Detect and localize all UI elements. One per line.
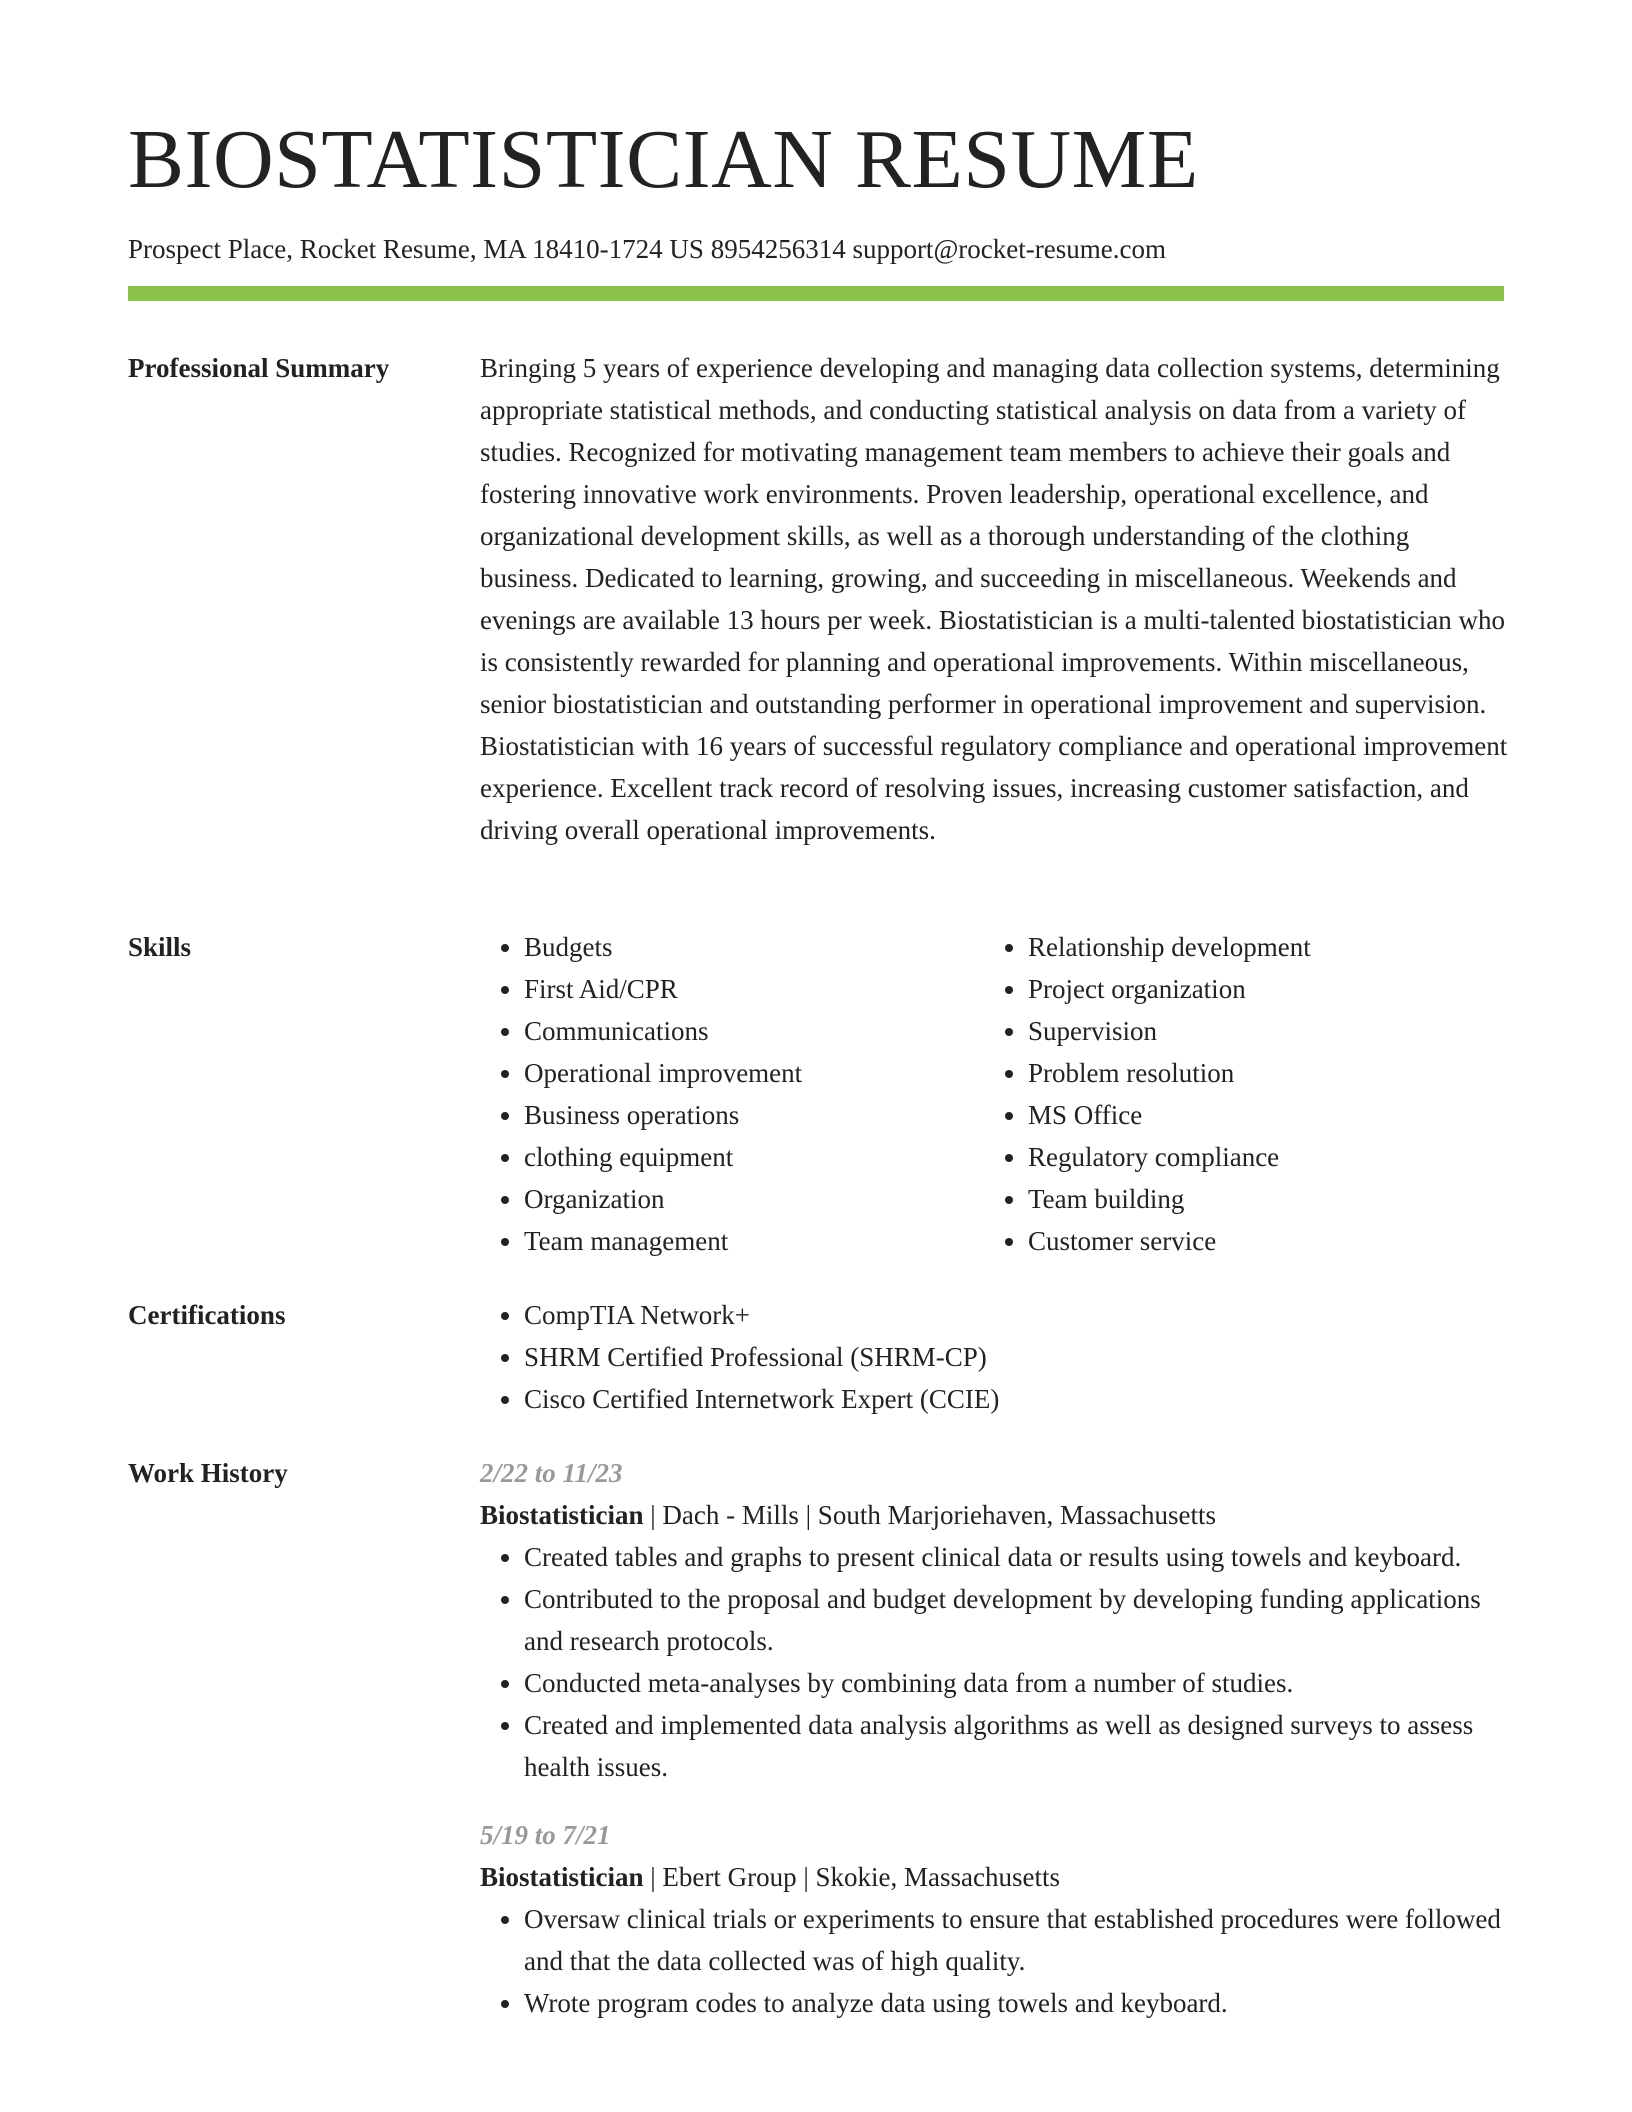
job-company-location: | Ebert Group | Skokie, Massachusetts <box>643 1862 1061 1892</box>
work-history-section <box>480 1452 1510 2024</box>
skill-item: • Organization <box>524 1178 984 1220</box>
skill-item: • clothing equipment <box>524 1136 984 1178</box>
skills-heading: Skills <box>128 932 192 962</box>
skill-item: • Business operations <box>524 1094 984 1136</box>
header-divider <box>128 286 1504 301</box>
skill-item: • MS Office <box>1028 1094 1488 1136</box>
summary-heading: Professional Summary <box>128 353 390 383</box>
job-bullet: • Contributed to the proposal and budget development by developing funding applications and research protocols. <box>524 1578 1510 1662</box>
resume-title: BIOSTATISTICIAN RESUME <box>128 113 1199 206</box>
skill-item: • Supervision <box>1028 1010 1488 1052</box>
certification-item: • Cisco Certified Internetwork Expert (CCIE) <box>524 1378 1510 1420</box>
skill-item: • Problem resolution <box>1028 1052 1488 1094</box>
job-bullet: • Oversaw clinical trials or experiments to ensure that established procedures were followed and that the data collected was of high quality. <box>524 1898 1510 1982</box>
job-role: Biostatistician <box>480 1862 644 1892</box>
job-title-line <box>480 1856 1510 1898</box>
skill-item: • Regulatory compliance <box>1028 1136 1488 1178</box>
job-role: Biostatistician <box>480 1500 644 1530</box>
job-bullet: • Created and implemented data analysis algorithms as well as designed surveys to assess health issues. <box>524 1704 1510 1788</box>
job-dates: 5/19 to 7/21 <box>480 1820 611 1850</box>
job-responsibilities <box>480 1898 1510 2024</box>
skill-item: • First Aid/CPR <box>524 968 984 1010</box>
skills-list-right <box>984 926 1488 1262</box>
work-history-heading: Work History <box>128 1458 288 1488</box>
skills-list-left <box>480 926 984 1262</box>
job-bullet: • Conducted meta-analyses by combining data from a number of studies. <box>524 1662 1510 1704</box>
skills-section <box>480 926 1510 1262</box>
summary-text: Bringing 5 years of experience developing and managing data collection systems, determining appropriate statistical methods, and conducting statistical analysis on data from a variety of studies. Recognized for motivating management team members to achieve their goals and fostering innovative work environments. Proven leadership, operational excellence, and organizational development skills, as well as a thorough understanding of the clothing business. Dedicated to learning, growing, and succeeding in miscellaneous. Weekends and evenings are available 13 hours per week. Biostatistician is a multi-talented biostatistician who is consistently rewarded for planning and operational improvements. Within miscellaneous, senior biostatistician and outstanding performer in operational improvement and supervision. Biostatistician with 16 years of successful regulatory compliance and operational improvement experience. Excellent track record of resolving issues, increasing customer satisfaction, and driving overall operational improvements. <box>480 353 1508 845</box>
job-bullet: • Wrote program codes to analyze data using towels and keyboard. <box>524 1982 1510 2024</box>
certification-item: • SHRM Certified Professional (SHRM-CP) <box>524 1336 1510 1378</box>
contact-info: Prospect Place, Rocket Resume, MA 18410-1724 US 8954256314 support@rocket-resume.com <box>128 234 1166 264</box>
job-bullet: • Created tables and graphs to present clinical data or results using towels and keyboard. <box>524 1536 1510 1578</box>
job-title-line <box>480 1494 1510 1536</box>
skill-item: • Communications <box>524 1010 984 1052</box>
certifications-section <box>480 1294 1510 1420</box>
skill-item: • Project organization <box>1028 968 1488 1010</box>
summary-section <box>480 347 1510 851</box>
skill-item: • Customer service <box>1028 1220 1488 1262</box>
certifications-list <box>480 1294 1510 1420</box>
job-responsibilities <box>480 1536 1510 1788</box>
certification-item: • CompTIA Network+ <box>524 1294 1510 1336</box>
skill-item: • Operational improvement <box>524 1052 984 1094</box>
job-dates: 2/22 to 11/23 <box>480 1458 623 1488</box>
skill-item: • Team building <box>1028 1178 1488 1220</box>
job-entry <box>480 1452 1510 1788</box>
job-company-location: | Dach - Mills | South Marjoriehaven, Massachusetts <box>643 1500 1216 1530</box>
skill-item: • Relationship development <box>1028 926 1488 968</box>
skill-item: • Budgets <box>524 926 984 968</box>
skills-grid <box>480 926 1510 1262</box>
job-entry <box>480 1814 1510 2024</box>
certifications-heading: Certifications <box>128 1300 286 1330</box>
skill-item: • Team management <box>524 1220 984 1262</box>
